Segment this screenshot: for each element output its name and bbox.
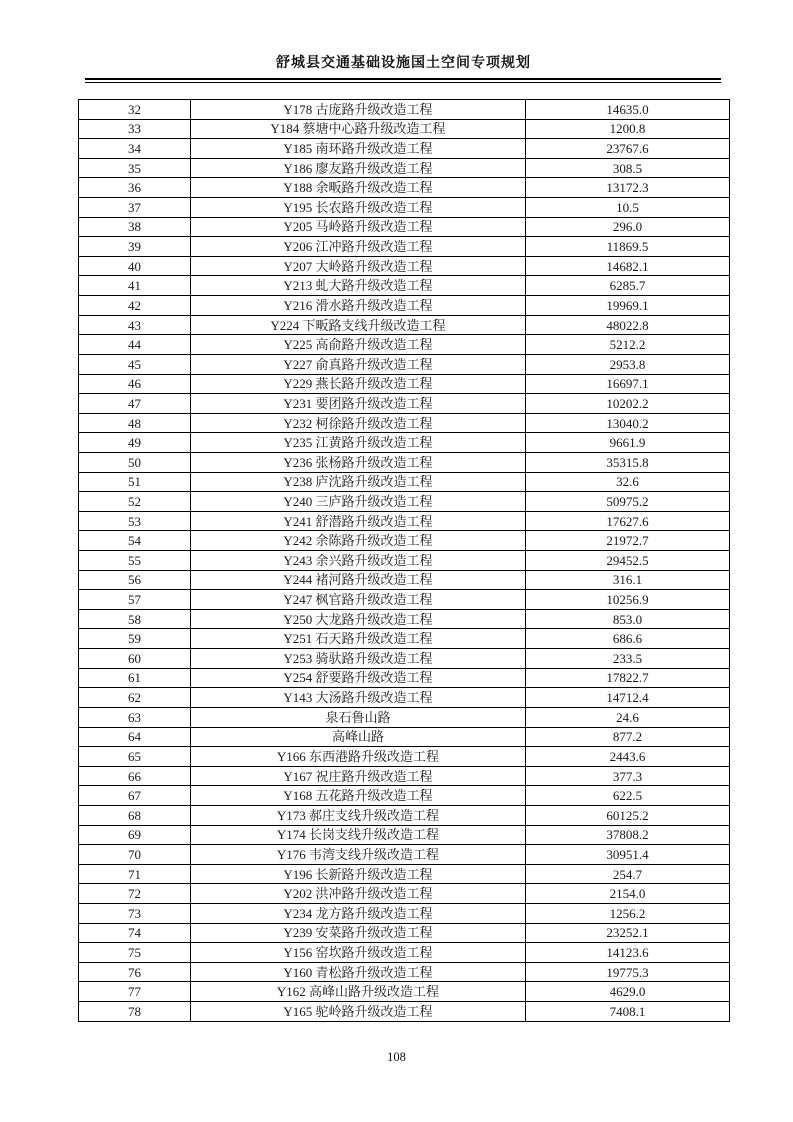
row-number-cell: 55 bbox=[79, 551, 191, 571]
project-name-cell: Y186 廖友路升级改造工程 bbox=[191, 158, 526, 178]
page-number: 108 bbox=[387, 1050, 406, 1064]
value-cell: 233.5 bbox=[526, 649, 730, 669]
row-number-cell: 68 bbox=[79, 805, 191, 825]
value-cell: 14635.0 bbox=[526, 100, 730, 120]
row-number-cell: 65 bbox=[79, 747, 191, 767]
table-row bbox=[79, 178, 730, 198]
value-cell: 2154.0 bbox=[526, 884, 730, 904]
value-cell: 13040.2 bbox=[526, 413, 730, 433]
table-row bbox=[79, 433, 730, 453]
value-cell: 32.6 bbox=[526, 472, 730, 492]
table-row bbox=[79, 786, 730, 806]
value-cell: 10.5 bbox=[526, 198, 730, 218]
value-cell: 48022.8 bbox=[526, 315, 730, 335]
table-row bbox=[79, 766, 730, 786]
project-name-cell: Y244 褚河路升级改造工程 bbox=[191, 570, 526, 590]
row-number-cell: 64 bbox=[79, 727, 191, 747]
table-row bbox=[79, 609, 730, 629]
table-row bbox=[79, 335, 730, 355]
project-table bbox=[78, 99, 730, 1022]
project-name-cell: Y156 窑坎路升级改造工程 bbox=[191, 943, 526, 963]
table-row bbox=[79, 531, 730, 551]
project-name-cell: Y225 高俞路升级改造工程 bbox=[191, 335, 526, 355]
project-name-cell: Y166 东西港路升级改造工程 bbox=[191, 747, 526, 767]
row-number-cell: 74 bbox=[79, 923, 191, 943]
value-cell: 23252.1 bbox=[526, 923, 730, 943]
project-name-cell: Y241 舒潜路升级改造工程 bbox=[191, 511, 526, 531]
row-number-cell: 33 bbox=[79, 119, 191, 139]
project-name-cell: Y243 余兴路升级改造工程 bbox=[191, 551, 526, 571]
value-cell: 4629.0 bbox=[526, 982, 730, 1002]
value-cell: 19775.3 bbox=[526, 962, 730, 982]
project-name-cell: Y238 庐沈路升级改造工程 bbox=[191, 472, 526, 492]
table-row bbox=[79, 688, 730, 708]
value-cell: 6285.7 bbox=[526, 276, 730, 296]
project-name-cell: Y202 洪冲路升级改造工程 bbox=[191, 884, 526, 904]
table-row bbox=[79, 198, 730, 218]
table-row bbox=[79, 590, 730, 610]
table-row bbox=[79, 374, 730, 394]
row-number-cell: 36 bbox=[79, 178, 191, 198]
row-number-cell: 34 bbox=[79, 139, 191, 159]
table-row bbox=[79, 413, 730, 433]
value-cell: 877.2 bbox=[526, 727, 730, 747]
value-cell: 686.6 bbox=[526, 629, 730, 649]
row-number-cell: 57 bbox=[79, 590, 191, 610]
page-footer bbox=[0, 1048, 793, 1066]
project-name-cell: Y240 三庐路升级改造工程 bbox=[191, 492, 526, 512]
project-name-cell: Y196 长新路升级改造工程 bbox=[191, 864, 526, 884]
value-cell: 24.6 bbox=[526, 707, 730, 727]
project-name-cell: Y176 韦湾支线升级改造工程 bbox=[191, 845, 526, 865]
project-name-cell: Y239 安菜路升级改造工程 bbox=[191, 923, 526, 943]
value-cell: 17627.6 bbox=[526, 511, 730, 531]
project-name-cell: Y206 江冲路升级改造工程 bbox=[191, 237, 526, 257]
row-number-cell: 69 bbox=[79, 825, 191, 845]
value-cell: 622.5 bbox=[526, 786, 730, 806]
project-name-cell: Y247 枫官路升级改造工程 bbox=[191, 590, 526, 610]
value-cell: 17822.7 bbox=[526, 668, 730, 688]
row-number-cell: 42 bbox=[79, 296, 191, 316]
table-row bbox=[79, 237, 730, 257]
table-row bbox=[79, 982, 730, 1002]
value-cell: 2953.8 bbox=[526, 354, 730, 374]
value-cell: 254.7 bbox=[526, 864, 730, 884]
header-rule-divider bbox=[85, 78, 721, 83]
project-name-cell: Y188 余畈路升级改造工程 bbox=[191, 178, 526, 198]
project-name-cell: Y251 石天路升级改造工程 bbox=[191, 629, 526, 649]
value-cell: 10256.9 bbox=[526, 590, 730, 610]
project-name-cell: Y195 长农路升级改造工程 bbox=[191, 198, 526, 218]
table-row bbox=[79, 158, 730, 178]
project-name-cell: Y250 大龙路升级改造工程 bbox=[191, 609, 526, 629]
project-name-cell: Y143 大汤路升级改造工程 bbox=[191, 688, 526, 708]
value-cell: 30951.4 bbox=[526, 845, 730, 865]
value-cell: 2443.6 bbox=[526, 747, 730, 767]
row-number-cell: 43 bbox=[79, 315, 191, 335]
table-row bbox=[79, 707, 730, 727]
table-row bbox=[79, 354, 730, 374]
value-cell: 60125.2 bbox=[526, 805, 730, 825]
table-row bbox=[79, 805, 730, 825]
value-cell: 29452.5 bbox=[526, 551, 730, 571]
row-number-cell: 63 bbox=[79, 707, 191, 727]
project-name-cell: Y160 青松路升级改造工程 bbox=[191, 962, 526, 982]
project-table-body bbox=[79, 100, 730, 1022]
value-cell: 14682.1 bbox=[526, 256, 730, 276]
value-cell: 316.1 bbox=[526, 570, 730, 590]
row-number-cell: 76 bbox=[79, 962, 191, 982]
table-row bbox=[79, 492, 730, 512]
table-row bbox=[79, 668, 730, 688]
value-cell: 13172.3 bbox=[526, 178, 730, 198]
project-name-cell: Y205 马岭路升级改造工程 bbox=[191, 217, 526, 237]
table-row bbox=[79, 629, 730, 649]
document-title: 舒城县交通基础设施国土空间专项规划 bbox=[276, 54, 531, 70]
table-row bbox=[79, 139, 730, 159]
row-number-cell: 52 bbox=[79, 492, 191, 512]
project-name-cell: Y235 江黄路升级改造工程 bbox=[191, 433, 526, 453]
project-name-cell: Y224 下畈路支线升级改造工程 bbox=[191, 315, 526, 335]
table-row bbox=[79, 943, 730, 963]
row-number-cell: 77 bbox=[79, 982, 191, 1002]
row-number-cell: 70 bbox=[79, 845, 191, 865]
table-row bbox=[79, 256, 730, 276]
project-name-cell: Y184 蔡塘中心路升级改造工程 bbox=[191, 119, 526, 139]
table-row bbox=[79, 570, 730, 590]
value-cell: 377.3 bbox=[526, 766, 730, 786]
row-number-cell: 51 bbox=[79, 472, 191, 492]
row-number-cell: 60 bbox=[79, 649, 191, 669]
value-cell: 50975.2 bbox=[526, 492, 730, 512]
row-number-cell: 58 bbox=[79, 609, 191, 629]
project-name-cell: Y173 郝庄支线升级改造工程 bbox=[191, 805, 526, 825]
table-row bbox=[79, 511, 730, 531]
value-cell: 21972.7 bbox=[526, 531, 730, 551]
project-name-cell: Y227 俞真路升级改造工程 bbox=[191, 354, 526, 374]
project-name-cell: 高峰山路 bbox=[191, 727, 526, 747]
project-name-cell: Y185 南环路升级改造工程 bbox=[191, 139, 526, 159]
row-number-cell: 45 bbox=[79, 354, 191, 374]
table-row bbox=[79, 452, 730, 472]
project-name-cell: Y232 柯徐路升级改造工程 bbox=[191, 413, 526, 433]
page-header bbox=[85, 54, 722, 71]
row-number-cell: 66 bbox=[79, 766, 191, 786]
row-number-cell: 73 bbox=[79, 903, 191, 923]
project-name-cell: Y168 五花路升级改造工程 bbox=[191, 786, 526, 806]
value-cell: 9661.9 bbox=[526, 433, 730, 453]
row-number-cell: 50 bbox=[79, 452, 191, 472]
row-number-cell: 39 bbox=[79, 237, 191, 257]
project-name-cell: Y254 舒要路升级改造工程 bbox=[191, 668, 526, 688]
table-row bbox=[79, 903, 730, 923]
value-cell: 5212.2 bbox=[526, 335, 730, 355]
table-row bbox=[79, 747, 730, 767]
row-number-cell: 75 bbox=[79, 943, 191, 963]
table-row bbox=[79, 825, 730, 845]
row-number-cell: 32 bbox=[79, 100, 191, 120]
project-name-cell: 泉石鲁山路 bbox=[191, 707, 526, 727]
table-row bbox=[79, 217, 730, 237]
row-number-cell: 47 bbox=[79, 394, 191, 414]
table-row bbox=[79, 864, 730, 884]
row-number-cell: 71 bbox=[79, 864, 191, 884]
table-row bbox=[79, 923, 730, 943]
row-number-cell: 56 bbox=[79, 570, 191, 590]
project-name-cell: Y174 长岗支线升级改造工程 bbox=[191, 825, 526, 845]
project-name-cell: Y213 虬大路升级改造工程 bbox=[191, 276, 526, 296]
value-cell: 11869.5 bbox=[526, 237, 730, 257]
project-name-cell: Y167 祝庄路升级改造工程 bbox=[191, 766, 526, 786]
table-row bbox=[79, 296, 730, 316]
value-cell: 14123.6 bbox=[526, 943, 730, 963]
project-name-cell: Y165 驼岭路升级改造工程 bbox=[191, 1002, 526, 1022]
table-row bbox=[79, 119, 730, 139]
table-row bbox=[79, 100, 730, 120]
value-cell: 37808.2 bbox=[526, 825, 730, 845]
table-row bbox=[79, 727, 730, 747]
project-name-cell: Y229 燕长路升级改造工程 bbox=[191, 374, 526, 394]
value-cell: 308.5 bbox=[526, 158, 730, 178]
row-number-cell: 35 bbox=[79, 158, 191, 178]
table-row bbox=[79, 884, 730, 904]
table-row bbox=[79, 962, 730, 982]
row-number-cell: 72 bbox=[79, 884, 191, 904]
row-number-cell: 41 bbox=[79, 276, 191, 296]
project-name-cell: Y207 大岭路升级改造工程 bbox=[191, 256, 526, 276]
value-cell: 853.0 bbox=[526, 609, 730, 629]
row-number-cell: 53 bbox=[79, 511, 191, 531]
value-cell: 19969.1 bbox=[526, 296, 730, 316]
project-name-cell: Y231 要团路升级改造工程 bbox=[191, 394, 526, 414]
value-cell: 7408.1 bbox=[526, 1002, 730, 1022]
table-row bbox=[79, 394, 730, 414]
row-number-cell: 62 bbox=[79, 688, 191, 708]
project-name-cell: Y162 高峰山路升级改造工程 bbox=[191, 982, 526, 1002]
value-cell: 1200.8 bbox=[526, 119, 730, 139]
row-number-cell: 49 bbox=[79, 433, 191, 453]
table-row bbox=[79, 551, 730, 571]
value-cell: 296.0 bbox=[526, 217, 730, 237]
row-number-cell: 38 bbox=[79, 217, 191, 237]
project-name-cell: Y234 龙方路升级改造工程 bbox=[191, 903, 526, 923]
row-number-cell: 48 bbox=[79, 413, 191, 433]
project-name-cell: Y242 余陈路升级改造工程 bbox=[191, 531, 526, 551]
table-row bbox=[79, 472, 730, 492]
table-row bbox=[79, 845, 730, 865]
value-cell: 35315.8 bbox=[526, 452, 730, 472]
row-number-cell: 40 bbox=[79, 256, 191, 276]
project-name-cell: Y216 滑水路升级改造工程 bbox=[191, 296, 526, 316]
project-name-cell: Y253 骑驮路升级改造工程 bbox=[191, 649, 526, 669]
row-number-cell: 37 bbox=[79, 198, 191, 218]
value-cell: 10202.2 bbox=[526, 394, 730, 414]
row-number-cell: 44 bbox=[79, 335, 191, 355]
row-number-cell: 61 bbox=[79, 668, 191, 688]
value-cell: 14712.4 bbox=[526, 688, 730, 708]
project-name-cell: Y178 古庞路升级改造工程 bbox=[191, 100, 526, 120]
project-name-cell: Y236 张杨路升级改造工程 bbox=[191, 452, 526, 472]
table-row bbox=[79, 649, 730, 669]
table-row bbox=[79, 1002, 730, 1022]
value-cell: 1256.2 bbox=[526, 903, 730, 923]
table-row bbox=[79, 315, 730, 335]
row-number-cell: 54 bbox=[79, 531, 191, 551]
row-number-cell: 78 bbox=[79, 1002, 191, 1022]
row-number-cell: 46 bbox=[79, 374, 191, 394]
value-cell: 16697.1 bbox=[526, 374, 730, 394]
row-number-cell: 59 bbox=[79, 629, 191, 649]
value-cell: 23767.6 bbox=[526, 139, 730, 159]
row-number-cell: 67 bbox=[79, 786, 191, 806]
table-row bbox=[79, 276, 730, 296]
